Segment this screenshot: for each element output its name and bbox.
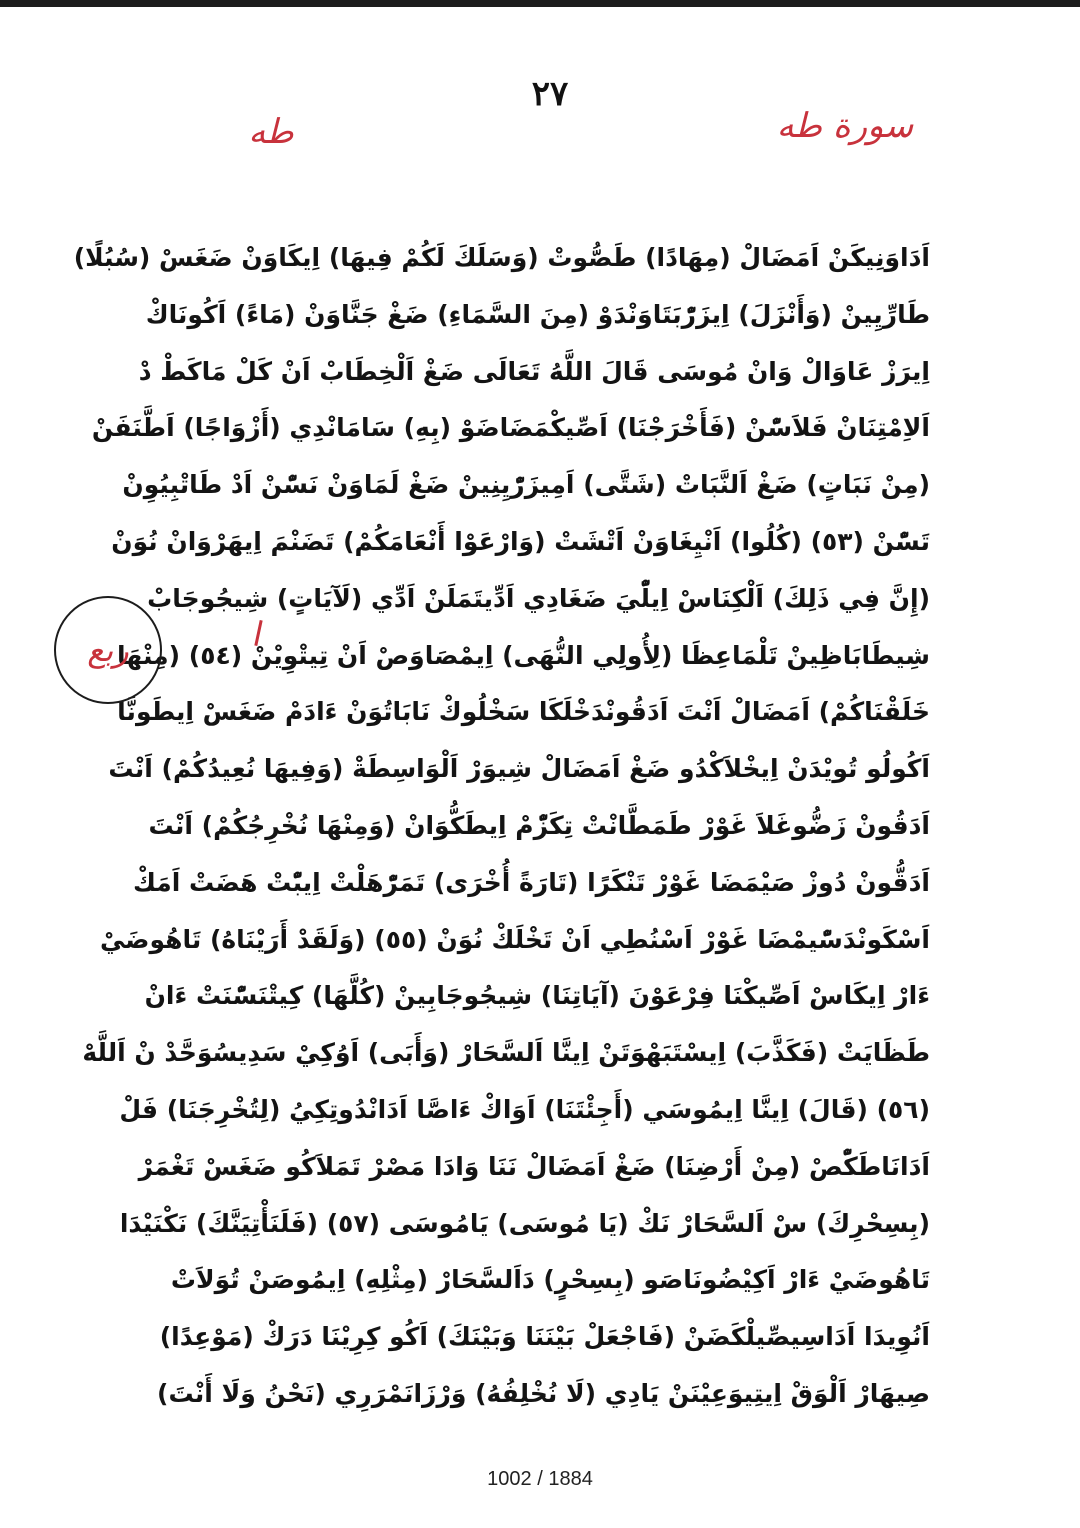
text-line: (إِنَّ فِي ذَلِكَ) اَلْكِنَاسْ اِيلّْيَ ضَغَادِي اَدِّيتَمَلَنْ اَدِّي (لَآيَاتٍ) شِيجُوجَابْ xyxy=(147,583,930,613)
text-line: اَكُولُو تُويْدَنْ اِيخْلاَكْدُو ضَغْ اَمَضَالْ شِيوَرْ اَلْوَاسِطَةْ (وَفِيهَا نُعِيدُكُمْ) اَنْتَ xyxy=(108,754,930,784)
text-line: (٥٦) (قَالَ) اِينَّا اِيمُوسَي (أَجِئْتَنَا) اَوَاكْ ءَاصَّا اَدَانْدُوتِكِيُ (لِتُخْرِجَنَا) فَلْ xyxy=(119,1094,930,1124)
text-line: صِيهَارْ اَلْوَقْ اِيتِيوَعِيْنَنْ يَادِي (لَا نُخْلِفُهُ) وَرْزَانَمْرَرِي (نَحْنُ وَلَا أَنْتَ) xyxy=(157,1378,930,1408)
text-line: اَنُوِيدَا اَدَاسِيصِّيلْكَضَنْ (فَاجْعَلْ بَيْنَنَا وَبَيْنَكَ) اَكُو كِرِيْنَا دَرَكْ (مَوْعِدًا) xyxy=(159,1322,930,1352)
text-line: تَاهُوضَيْ ءَارْ اَكِيْضُونَاصَو (بِسِحْرٍ) دَاَلسَّحَارْ (مِثْلِهِ) اِيمُوصَنْ تُوَلاَتْ xyxy=(170,1265,930,1295)
page-number: ٢٧ xyxy=(531,74,569,114)
text-line: اَلاِمْتِنَانْ فَلاَسّْنْ (فَأَخْرَجْنَا) اَصِّيكْمَضَاضَوْ (بِهِ) سَامَانْدِي (أَزْوَاجًا) اَطَّنَفَنْ xyxy=(91,413,930,443)
text-line: ءَارْ اِيكَاسْ اَصِّيكْنَا فِرْعَوْنَ (آيَاتِنَا) شِيجُوجَابِينْ (كُلَّهَا) كِيتْنَسّْنَتْ ءَانْ xyxy=(144,981,930,1011)
text-line: اَسْكَونْدَسّْيمْضَا غَوْرْ اَسْنُطِي اَنْ تَخْلَكْ نُوَنْ (٥٥) (وَلَقَدْ أَرَيْنَاهُ) تَاهُوضَيْ xyxy=(100,924,930,954)
handwritten-taha-note: طه xyxy=(248,112,294,152)
text-line: طَارِّيِينْ (وَأَنْزَلَ) اِيزَرّْبَتَاوَنْدَوْ (مِنَ السَّمَاءِ) ضَغْ جَنَّاوَنْ (مَاءً) اَكُونَاكْ xyxy=(145,299,930,329)
quarter-marker-label: ربع xyxy=(87,631,129,669)
text-line: (مِنْ نَبَاتٍ) ضَغْ اَلنَّبَاتْ (شَتَّى) اَمِيزَرّْيِنِينْ ضَغْ لَمَاوَنْ نَسّْنْ اَدْ طَاتْبِيُوِنْ xyxy=(122,470,930,500)
text-line: خَلَقْنَاكُمْ) اَمَضَالْ اَنْتَ اَدَقُونْدَخْلَكَا سَخْلُوكْ نَابَاتُوَنْ ءَادَمْ ضَغَسْ اِيطَونَّا xyxy=(117,697,930,727)
page-pagination: 1002 / 1884 xyxy=(487,1468,593,1490)
text-line: اَدَقُّونْ دُوزْ صَيْمَضَا غَوْرْ تَنْكَرًا (تَارَةً أُخْرَى) تَمَرّْهَلْتْ اِيبّْتْ هَضَتْ اَمَكْ xyxy=(132,867,930,897)
text-line: اَدَاوَنِيكَنْ اَمَضَالْ (مِهَادًا) طَصُّوتْ (وَسَلَكَ لَكُمْ فِيهَا) اِيكَاوَنْ ضَغَسْ (سُبُلًا) xyxy=(73,243,930,272)
text-line: اَدَانَاطَكّْصْ (مِنْ أَرْضِنَا) ضَغْ اَمَضَالْ نَنَا وَادَا مَصْرْ تَمَلاَكُو ضَغَسْ تَغْمَرْ xyxy=(138,1151,930,1181)
text-line: اَدَقُونْ زَضُّوغَلاَ غَوْرْ طَمَطَّانْتْ تِكَزّْمْ اِيطَكُّوَانْ (وَمِنْهَا نُخْرِجُكُمْ) اَنْتَ xyxy=(148,810,930,840)
text-line: (بِسِحْرِكَ) سْ اَلسَّحَارْ نَكْ (يَا مُوسَى) يَامُوسَى (٥٧) (فَلَنَأْتِيَنَّكَ) نَكْنَيْدَا xyxy=(119,1208,930,1238)
handwritten-surah-note: سورة طه xyxy=(776,106,914,146)
text-line: شِيطَابَاظِينْ تَلْمَاعِظَا (لِأُولِي النُّهَى) اِيمْصَاوَصْ اَنْ تِيتْوِيْنْ (٥٤) (مِنْهَا xyxy=(117,640,930,670)
quarter-marker-circle xyxy=(54,596,162,704)
text-line: تَسّْنْ (٥٣) (كُلُوا) اَنْيِغَاوَنْ اَتْشَتْ (وَارْعَوْا أَنْعَامَكُمْ) تَضَنْمَ اِيهَرْوَانْ نُوَنْ xyxy=(111,526,930,556)
text-line: طَظَايَتْ (فَكَذَّبَ) اِيسْتَبَهْوَتَنْ اِينَّا اَلسَّحَارْ (وَأَبَى) اَوُكِيْ سَدِيسُوَحَّدْ نْ اَللَّهْ xyxy=(82,1038,930,1068)
top-scan-border xyxy=(0,0,1080,7)
text-line: اِيرَزْ عَاوَالْ وَانْ مُوسَى قَالَ اللَّهُ تَعَالَى ضَغْ اَلْخِطَابْ اَنْ كَلْ مَاكَطْ دْ xyxy=(138,356,930,386)
